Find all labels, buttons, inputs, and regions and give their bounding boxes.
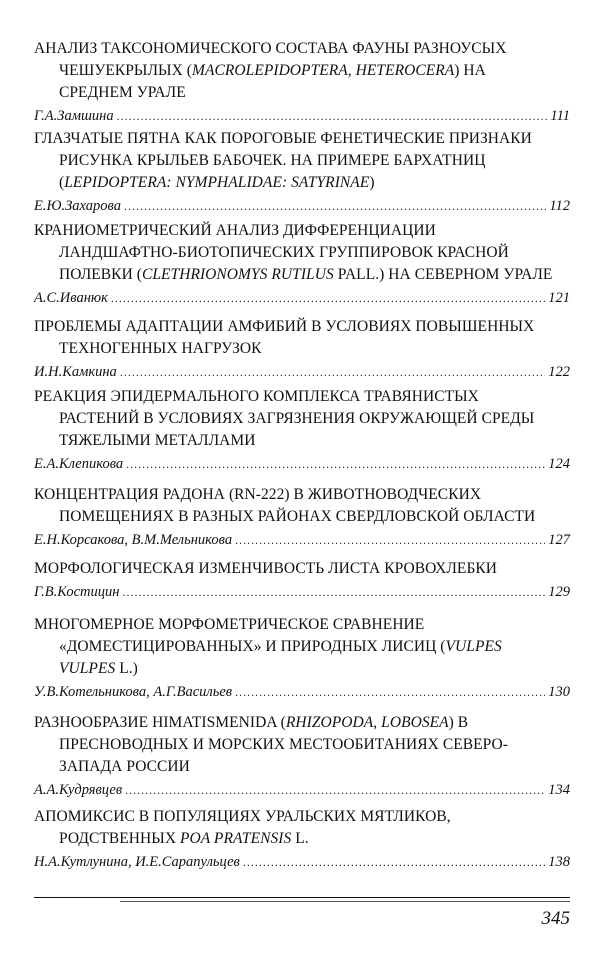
toc-entry xyxy=(34,712,570,800)
entry-title-line xyxy=(34,756,570,778)
entry-author-row xyxy=(34,530,570,550)
entry-title-segment: ) НА xyxy=(454,62,486,79)
entry-author-row xyxy=(34,288,570,308)
entry-title-segment: АНАЛИЗ ТАКСОНОМИЧЕСКОГО СОСТАВА ФАУНЫ РАЗНОУСЫХ xyxy=(34,40,507,57)
entry-title-line xyxy=(34,506,570,528)
entry-title-line xyxy=(34,806,570,828)
entry-page-number: 138 xyxy=(548,854,570,870)
entry-title-segment: РИСУНКА КРЫЛЬЕВ БАБОЧЕК. НА ПРИМЕРЕ БАРХАТНИЦ xyxy=(59,152,486,169)
entry-title-line xyxy=(34,712,570,734)
dot-leader xyxy=(124,196,546,216)
toc-entry xyxy=(34,316,570,382)
entry-title-segment: ТЯЖЕЛЫМИ МЕТАЛЛАМИ xyxy=(59,432,256,449)
entry-page-number: 134 xyxy=(548,782,570,798)
toc-entry xyxy=(34,558,570,602)
entry-author: Е.Ю.Захарова xyxy=(34,198,121,214)
entry-title-segment: MACROLEPIDOPTERA, HETEROCERA xyxy=(192,62,455,79)
entry-title-segment: POA PRATENSIS xyxy=(180,830,292,847)
entry-title-segment: ( xyxy=(59,174,65,191)
entry-author: Е.Н.Корсакова, В.М.Мельникова xyxy=(34,532,233,548)
entry-title-segment: LOBOSEA xyxy=(381,714,449,731)
entry-title-segment: АПОМИКСИС В ПОПУЛЯЦИЯХ УРАЛЬСКИХ МЯТЛИКОВ, xyxy=(34,808,451,825)
entry-author: А.С.Иванюк xyxy=(34,290,108,306)
entry-author: Г.А.Замшина xyxy=(34,108,114,124)
entry-title-segment: VULPES xyxy=(59,660,116,677)
entry-title-line xyxy=(34,60,570,82)
entry-title-line xyxy=(34,614,570,636)
entry-page-number: 122 xyxy=(548,364,570,380)
entry-author-row xyxy=(34,454,570,474)
entry-author-row xyxy=(34,852,570,872)
entry-title-line xyxy=(34,316,570,338)
entry-author-row xyxy=(34,682,570,702)
entry-title-line xyxy=(34,220,570,242)
entry-page-number: 130 xyxy=(548,684,570,700)
toc-entry xyxy=(34,38,570,126)
entry-title-line xyxy=(34,636,570,658)
entry-title-segment: PALL.) НА СЕВЕРНОМ УРАЛЕ xyxy=(333,266,553,283)
entry-title-segment: РАЗНООБРАЗИЕ HIMATISMENIDA ( xyxy=(34,714,286,731)
entry-author: А.А.Кудрявцев xyxy=(34,782,123,798)
entry-author: У.В.Котельникова, А.Г.Васильев xyxy=(34,684,233,700)
entry-author: Н.А.Кутлунина, И.Е.Сарапульцев xyxy=(34,854,240,870)
entry-page-number: 127 xyxy=(548,532,570,548)
entry-title-segment: VULPES xyxy=(445,638,502,655)
entry-title-line xyxy=(34,828,570,850)
dot-leader xyxy=(117,106,548,126)
entry-title-line xyxy=(34,82,570,104)
entry-title-segment: ) xyxy=(369,174,375,191)
entry-title-segment: ГЛАЗЧАТЫЕ ПЯТНА КАК ПОРОГОВЫЕ ФЕНЕТИЧЕСКИЕ ПРИЗНАКИ xyxy=(34,130,532,147)
entry-title-segment: МНОГОМЕРНОЕ МОРФОМЕТРИЧЕСКОЕ СРАВНЕНИЕ xyxy=(34,616,425,633)
entry-title-segment: КРАНИОМЕТРИЧЕСКИЙ АНАЛИЗ ДИФФЕРЕНЦИАЦИИ xyxy=(34,222,436,239)
entry-title-segment: ЛАНДШАФТНО-БИОТОПИЧЕСКИХ ГРУППИРОВОК КРАСНОЙ xyxy=(59,244,509,261)
toc-entry xyxy=(34,220,570,308)
entry-title-line xyxy=(34,38,570,60)
toc-entry xyxy=(34,386,570,474)
entry-title-segment: ПРОБЛЕМЫ АДАПТАЦИИ АМФИБИЙ В УСЛОВИЯХ ПОВЫШЕННЫХ xyxy=(34,318,535,335)
dot-leader xyxy=(243,852,545,872)
entry-title-segment: , xyxy=(373,714,382,731)
page-number: 345 xyxy=(541,908,570,929)
entry-title-line xyxy=(34,128,570,150)
entry-title-segment: СРЕДНЕМ УРАЛЕ xyxy=(59,84,186,101)
entry-title-segment: ЗАПАДА РОССИИ xyxy=(59,758,190,775)
entry-page-number: 129 xyxy=(548,584,570,600)
entry-title-segment: ПОЛЕВКИ ( xyxy=(59,266,142,283)
entry-author: Г.В.Костицин xyxy=(34,584,120,600)
entry-title-segment: ПОМЕЩЕНИЯХ В РАЗНЫХ РАЙОНАХ СВЕРДЛОВСКОЙ ОБЛАСТИ xyxy=(59,508,536,525)
entry-title-segment: ) В xyxy=(448,714,469,731)
entry-title-segment: РАСТЕНИЙ В УСЛОВИЯХ ЗАГРЯЗНЕНИЯ ОКРУЖАЮЩЕЙ СРЕДЫ xyxy=(59,410,535,427)
entry-page-number: 121 xyxy=(548,290,570,306)
entry-author-row xyxy=(34,780,570,800)
entry-title-line xyxy=(34,430,570,452)
entry-author-row xyxy=(34,582,570,602)
toc-entry xyxy=(34,128,570,216)
dot-leader xyxy=(120,362,545,382)
entry-title-line xyxy=(34,242,570,264)
entry-author-row xyxy=(34,196,570,216)
entry-title-line xyxy=(34,734,570,756)
entry-author: Е.А.Клепикова xyxy=(34,456,124,472)
entry-page-number: 124 xyxy=(548,456,570,472)
entry-title-segment: РОДСТВЕННЫХ xyxy=(59,830,180,847)
entry-title-line xyxy=(34,408,570,430)
entry-title-segment: RHIZOPODA xyxy=(285,714,374,731)
entry-title-line xyxy=(34,484,570,506)
toc-entry xyxy=(34,614,570,702)
entry-title-line xyxy=(34,658,570,680)
dot-leader xyxy=(122,582,545,602)
toc-entry xyxy=(34,484,570,550)
dot-leader xyxy=(126,454,545,474)
entry-title-line xyxy=(34,386,570,408)
entry-author-row xyxy=(34,106,570,126)
entry-author: И.Н.Камкина xyxy=(34,364,117,380)
entry-page-number: 112 xyxy=(549,198,570,214)
footer-rule-thin xyxy=(120,901,570,902)
entry-title-segment: «ДОМЕСТИЦИРОВАННЫХ» И ПРИРОДНЫХ ЛИСИЦ ( xyxy=(59,638,446,655)
footer-rule xyxy=(34,897,570,898)
entry-page-number: 111 xyxy=(550,108,570,124)
entry-title-segment: L. xyxy=(291,830,309,847)
entry-title-line xyxy=(34,264,570,286)
dot-leader xyxy=(125,780,545,800)
entry-title-line xyxy=(34,172,570,194)
entry-author-row xyxy=(34,362,570,382)
toc-entry xyxy=(34,806,570,872)
entry-title-segment: L.) xyxy=(115,660,138,677)
dot-leader xyxy=(111,288,545,308)
entry-title-line xyxy=(34,150,570,172)
entry-title-segment: РЕАКЦИЯ ЭПИДЕРМАЛЬНОГО КОМПЛЕКСА ТРАВЯНИСТЫХ xyxy=(34,388,479,405)
entry-title-segment: ЧЕШУЕКРЫЛЫХ ( xyxy=(59,62,193,79)
entry-title-segment: КОНЦЕНТРАЦИЯ РАДОНА (RN-222) В ЖИВОТНОВОДЧЕСКИХ xyxy=(34,486,482,503)
entry-title-segment: ТЕХНОГЕННЫХ НАГРУЗОК xyxy=(59,340,262,357)
entry-title-segment: ПРЕСНОВОДНЫХ И МОРСКИХ МЕСТООБИТАНИЯХ СЕВЕРО- xyxy=(59,736,508,753)
entry-title-line xyxy=(34,558,570,580)
entry-title-line xyxy=(34,338,570,360)
entry-title-segment: CLETHRIONOMYS RUTILUS xyxy=(141,266,334,283)
entry-title-segment: МОРФОЛОГИЧЕСКАЯ ИЗМЕНЧИВОСТЬ ЛИСТА КРОВОХЛЕБКИ xyxy=(34,560,498,577)
dot-leader xyxy=(235,682,545,702)
entry-title-segment: LEPIDOPTERA: NYMPHALIDAE: SATYRINAE xyxy=(64,174,370,191)
dot-leader xyxy=(235,530,545,550)
